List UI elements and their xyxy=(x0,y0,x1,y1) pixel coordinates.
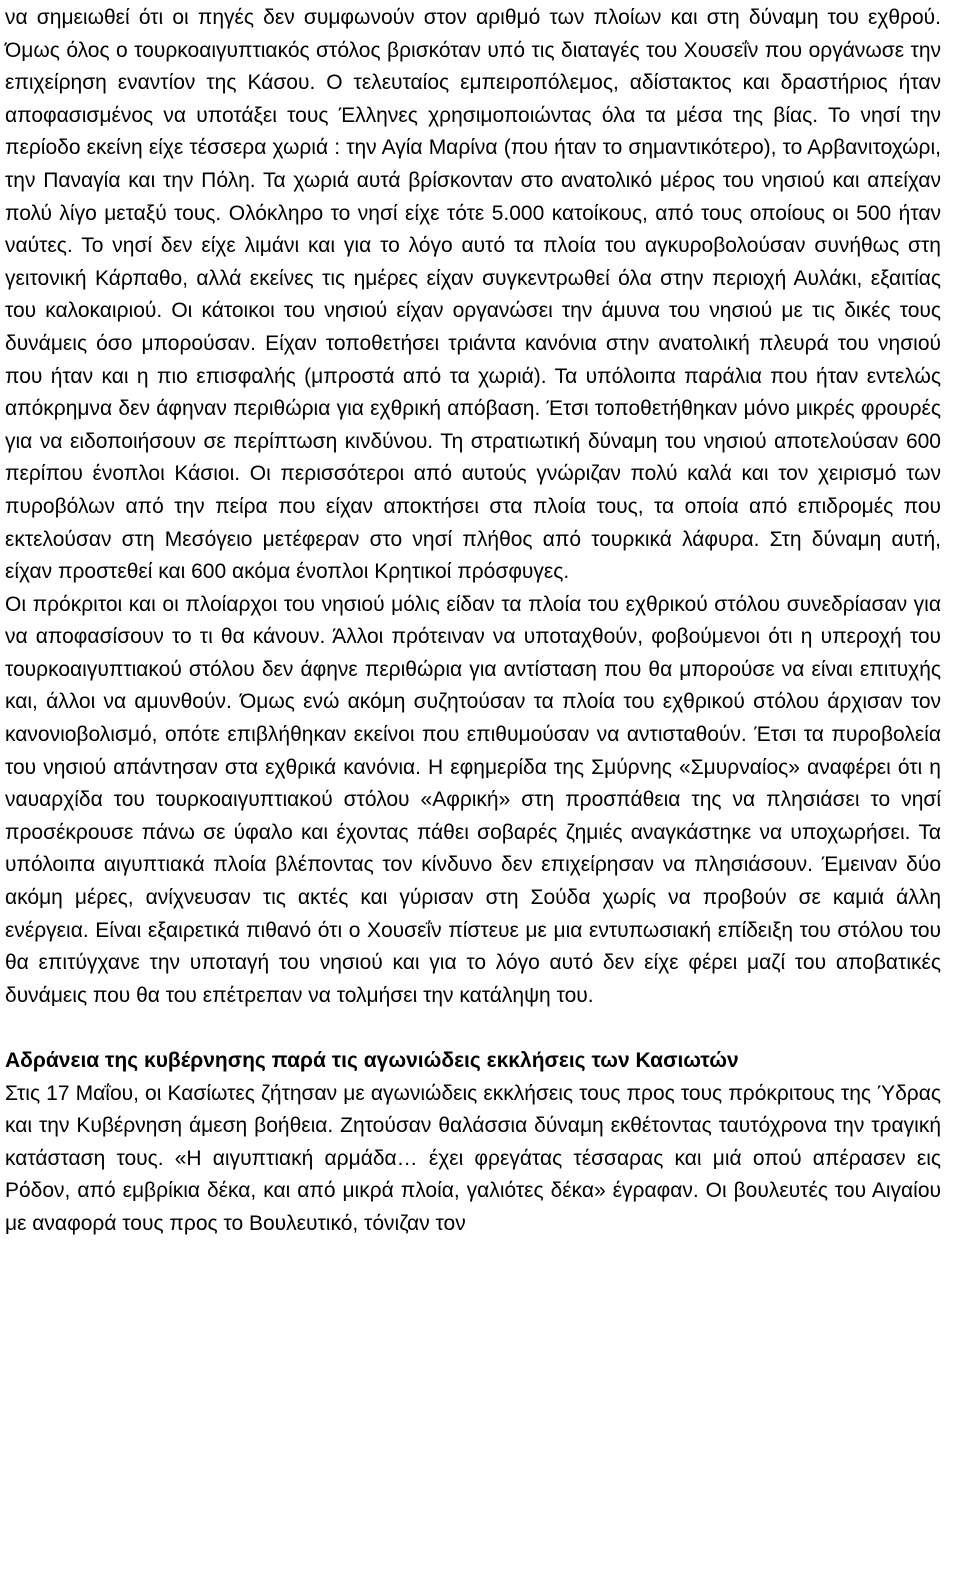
document-page xyxy=(5,2,941,1241)
section-paragraph: Στις 17 Μαΐου, οι Κασίωτες ζήτησαν με αγωνιώδεις εκκλήσεις τους προς τους πρόκριτους της Ύδρας και την Κυβέρνηση άμεση βοήθεια. Ζητούσαν θαλάσσια δύναμη εκθέτοντας ταυτόχρονα την τραγική κατάσταση τους. «Η αιγυπτιακή αρμάδα… έχει φρεγάτας τέσσαρας και μιά οπού απέρασεν εις Ρόδον, από εμβρίκια δέκα, και από μικρά πλοία, γαλιότες δέκα» έγραφαν. Οι βουλευτές του Αιγαίου με αναφορά τους προς το Βουλευτικό, τόνιζαν τον xyxy=(5,1081,941,1235)
body-paragraph: να σημειωθεί ότι οι πηγές δεν συμφωνούν στον αριθμό των πλοίων και στη δύναμη του εχθρού. Όμως όλος ο τουρκοαιγυπτιακός στόλος βρισκόταν υπό τις διαταγές του Χουσεΐν που οργάνωσε την επιχείρηση εναντίον της Κάσου. Ο τελευταίος εμπειροπόλεμος, αδίστακτος και δραστήριος ήταν αποφασισμένος να υποτάξει τους Έλληνες χρησιμοποιώντας όλα τα μέσα της βίας. Το νησί την περίοδο εκείνη είχε τέσσερα χωριά : την Αγία Μαρίνα (που ήταν το σημαντικότερο), το Αρβανιτοχώρι, την Παναγία και την Πόλη. Τα χωριά αυτά βρίσκονταν στο ανατολικό μέρος του νησιού και απείχαν πολύ λίγο μεταξύ τους. Ολόκληρο το νησί είχε τότε 5.000 κατοίκους, από τους οποίους οι 500 ήταν ναύτες. Το νησί δεν είχε λιμάνι και για το λόγο αυτό τα πλοία του αγκυροβολούσαν συνήθως στη γειτονική Κάρπαθο, αλλά εκείνες τις ημέρες είχαν συγκεντρωθεί όλα στην περιοχή Αυλάκι, εξαιτίας του καλοκαιριού. Οι κάτοικοι του νησιού είχαν οργανώσει την άμυνα του νησιού με τις δικές τους δυνάμεις όσο μπορούσαν. Είχαν τοποθετήσει τριάντα κανόνια στην ανατολική πλευρά του νησιού που ήταν και η πιο επισφαλής (μπροστά από τα χωριά). Τα υπόλοιπα παράλια που ήταν εντελώς απόκρημνα δεν άφηναν περιθώρια για εχθρική απόβαση. Έτσι τοποθετήθηκαν μόνο μικρές φρουρές για να ειδοποιήσουν σε περίπτωση κινδύνου. Τη στρατιωτική δύναμη του νησιού αποτελούσαν 600 περίπου ένοπλοι Κάσιοι. Οι περισσότεροι από αυτούς γνώριζαν πολύ καλά και τον χειρισμό των πυροβόλων από την πείρα που είχαν αποκτήσει στα πλοία τους, τα οποία από επιδρομές που εκτελούσαν στη Μεσόγειο μετέφεραν στο νησί πλήθος από τουρκικά λάφυρα. Στη δύναμη αυτή, είχαν προστεθεί και 600 ακόμα ένοπλοι Κρητικοί πρόσφυγες. xyxy=(5,6,941,584)
body-paragraph: Οι πρόκριτοι και οι πλοίαρχοι του νησιού μόλις είδαν τα πλοία του εχθρικού στόλου συνεδρίασαν για να αποφασίσουν το τι θα κάνουν. Άλλοι πρότειναν να υποταχθούν, φοβούμενοι ότι η υπεροχή του τουρκοαιγυπτιακού στόλου δεν άφηνε περιθώρια για αντίσταση που θα μπορούσε να είναι επιτυχής και, άλλοι να αμυνθούν. Όμως ενώ ακόμη συζητούσαν τα πλοία του εχθρικού στόλου άρχισαν τον κανονιοβολισμό, οπότε επιβλήθηκαν εκείνοι που επιθυμούσαν να αντισταθούν. Έτσι τα πυροβολεία του νησιού απάντησαν στα εχθρικά κανόνια. Η εφημερίδα της Σμύρνης «Σμυρναίος» αναφέρει ότι η ναυαρχίδα του τουρκοαιγυπτιακού στόλου «Αφρική» στη προσπάθεια της να πλησιάσει το νησί προσέκρουσε πάνω σε ύφαλο και έχοντας πάθει σοβαρές ζημιές αναγκάστηκε να υποχωρήσει. Τα υπόλοιπα αιγυπτιακά πλοία βλέποντας τον κίνδυνο δεν επιχείρησαν να πλησιάσουν. Έμειναν δύο ακόμη μέρες, ανίχνευσαν τις ακτές και γύρισαν στη Σούδα χωρίς να προβούν σε καμιά άλλη ενέργεια. Είναι εξαιρετικά πιθανό ότι ο Χουσεΐν πίστευε με μια εντυπωσιακή επίδειξη του στόλου του θα επιτύγχανε την υποταγή του νησιού και για το λόγο αυτό δεν είχε φέρει μαζί του αποβατικές δυνάμεις που θα του επέτρεπαν να τολμήσει την κατάληψη του. xyxy=(5,592,941,1007)
section-heading: Αδράνεια της κυβέρνησης παρά τις αγωνιώδεις εκκλήσεις των Κασιωτών xyxy=(5,1049,739,1072)
paragraph-spacer xyxy=(5,1012,941,1045)
